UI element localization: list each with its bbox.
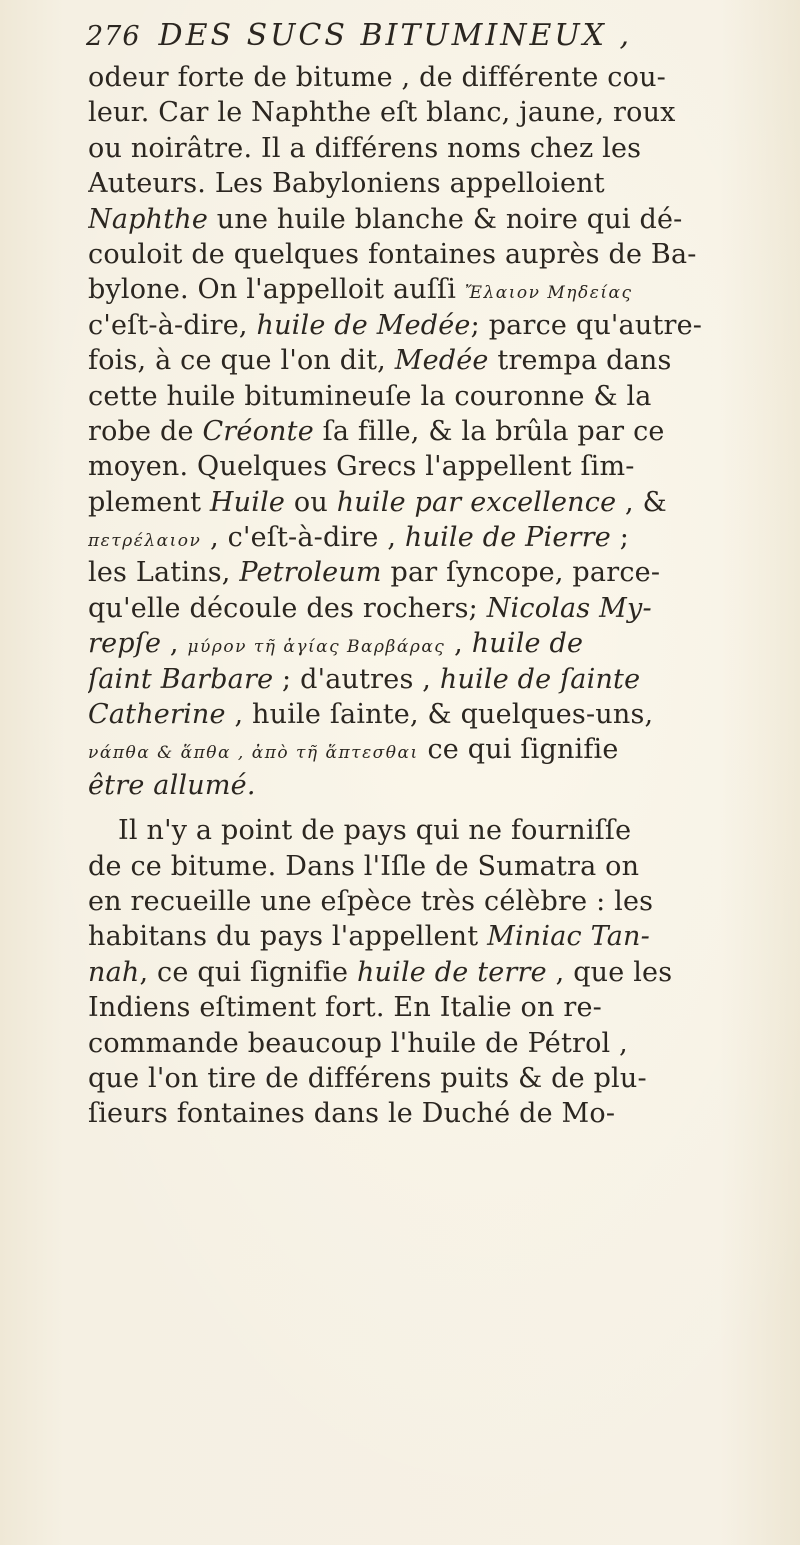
roman-text: par ſyncope, parce-	[381, 557, 661, 589]
roman-text: c'eſt-à-dire,	[88, 309, 257, 341]
roman-text: en recueille une eſpèce très célèbre : les	[88, 885, 654, 917]
text-line	[88, 414, 748, 449]
roman-text: cette huile bitumineuſe la couronne & la	[88, 380, 652, 412]
roman-text: Il n'y a point de pays qui ne fourniſſe	[118, 815, 632, 847]
roman-text: commande beaucoup l'huile de Pétrol ,	[88, 1027, 628, 1059]
text-line	[88, 237, 748, 272]
roman-text: ; d'autres ,	[273, 663, 440, 695]
text-line	[88, 813, 748, 848]
paragraph	[88, 60, 748, 803]
roman-text: fois, à ce que l'on dit,	[88, 345, 395, 377]
italic-text: huile de	[471, 628, 584, 660]
italic-text: huile de ſainte	[439, 663, 641, 695]
roman-text: Indiens eſtiment fort. En Italie on re-	[88, 992, 602, 1024]
italic-text: huile de terre	[356, 956, 547, 988]
roman-text: moyen. Quelques Grecs l'appellent ſim-	[88, 451, 635, 483]
roman-text: ou	[285, 486, 337, 518]
text-line	[88, 95, 748, 130]
roman-text: odeur forte de bitume , de différente cou-	[88, 62, 666, 93]
text-line	[88, 202, 748, 237]
text-line	[88, 768, 748, 803]
text-line	[88, 662, 748, 697]
italic-text: être allumé.	[88, 769, 256, 801]
text-line	[88, 485, 748, 520]
text-line	[88, 955, 748, 990]
roman-text: habitans du pays l'appellent	[88, 921, 488, 953]
roman-text: , ce qui ſignifie	[139, 956, 357, 988]
italic-text: nah	[88, 956, 140, 988]
text-line	[88, 884, 748, 919]
text-line	[88, 1026, 748, 1061]
paragraph	[88, 813, 748, 1132]
paragraph-gap	[88, 803, 748, 813]
roman-text: une huile blanche & noire qui dé-	[208, 203, 683, 235]
italic-text: Huile	[209, 486, 286, 518]
roman-text: robe de	[88, 415, 203, 447]
roman-text: couloit de quelques fontaines auprès de Ba-	[88, 238, 697, 270]
italic-text: huile de Medée	[256, 309, 471, 341]
roman-text: leur. Car le Naphthe eſt blanc, jaune, roux	[88, 97, 676, 129]
roman-text: de ce bitume. Dans l'Iſle de Sumatra on	[88, 850, 640, 882]
roman-text: qu'elle découle des rochers;	[88, 592, 487, 624]
roman-text: Auteurs. Les Babyloniens appelloient	[88, 168, 605, 200]
roman-text: , c'eſt-à-dire ,	[201, 522, 405, 554]
running-title: DES SUCS BITUMINEUX ,	[158, 18, 633, 53]
text-line	[88, 60, 748, 95]
text-line	[88, 449, 748, 484]
italic-text: repſe	[88, 628, 162, 660]
italic-text: ſaint Barbare	[88, 663, 274, 695]
italic-text: Nicolas My-	[486, 592, 652, 624]
italic-text: Catherine	[88, 699, 226, 731]
italic-text: Medée	[394, 345, 489, 377]
greek-text: πετρέλαιον	[88, 531, 202, 552]
page-header	[86, 18, 746, 66]
text-line	[88, 1061, 748, 1096]
text-line	[88, 555, 748, 590]
text-line	[88, 697, 748, 732]
body-text	[88, 60, 748, 1132]
text-line	[88, 919, 748, 954]
italic-text: Naphthe	[88, 203, 209, 235]
roman-text: trempa dans	[488, 345, 672, 377]
roman-text: , que les	[546, 956, 673, 988]
text-line	[88, 166, 748, 201]
roman-text: bylone. On l'appelloit auſſi	[88, 274, 465, 306]
roman-text: ou noirâtre. Il a différens noms chez les	[88, 132, 642, 164]
italic-text: Miniac Tan-	[487, 921, 650, 953]
roman-text: ſieurs fontaines dans le Duché de Mo-	[88, 1098, 616, 1130]
text-line	[88, 1096, 748, 1131]
italic-text: Créonte	[202, 415, 314, 447]
greek-text: Ἔλαιον Μηδείας	[464, 283, 633, 304]
roman-text: ſa fille, & la brûla par ce	[313, 415, 665, 447]
page-number: 276	[86, 21, 141, 52]
italic-text: Petroleum	[239, 557, 382, 589]
text-line	[88, 520, 748, 555]
text-line	[88, 849, 748, 884]
text-line	[88, 379, 748, 414]
roman-text: , huile ſainte, & quelques-uns,	[225, 699, 654, 731]
roman-text: plement	[88, 486, 210, 518]
roman-text: ,	[445, 628, 472, 660]
roman-text: les Latins,	[88, 557, 240, 589]
text-line	[88, 343, 748, 378]
text-line	[88, 990, 748, 1025]
text-line	[88, 131, 748, 166]
italic-text: huile par excellence	[336, 486, 617, 518]
greek-text: νάπθα & ἅπθα , ἀπὸ τῆ ἅπτεσθαι	[88, 743, 419, 764]
text-line	[88, 626, 748, 661]
roman-text: , &	[616, 486, 667, 518]
greek-text: μύρον τῆ ἁγίας Βαρβάρας	[187, 637, 446, 658]
roman-text: ;	[610, 522, 630, 554]
text-line	[88, 732, 748, 767]
italic-text: huile de Pierre	[404, 522, 611, 554]
roman-text: que l'on tire de différens puits & de plu-	[88, 1062, 647, 1094]
roman-text: ,	[161, 628, 188, 660]
roman-text: ; parce qu'autre-	[470, 309, 703, 341]
text-line	[88, 591, 748, 626]
text-line	[88, 272, 748, 307]
text-line	[88, 308, 748, 343]
roman-text: ce qui ſignifie	[418, 734, 619, 766]
